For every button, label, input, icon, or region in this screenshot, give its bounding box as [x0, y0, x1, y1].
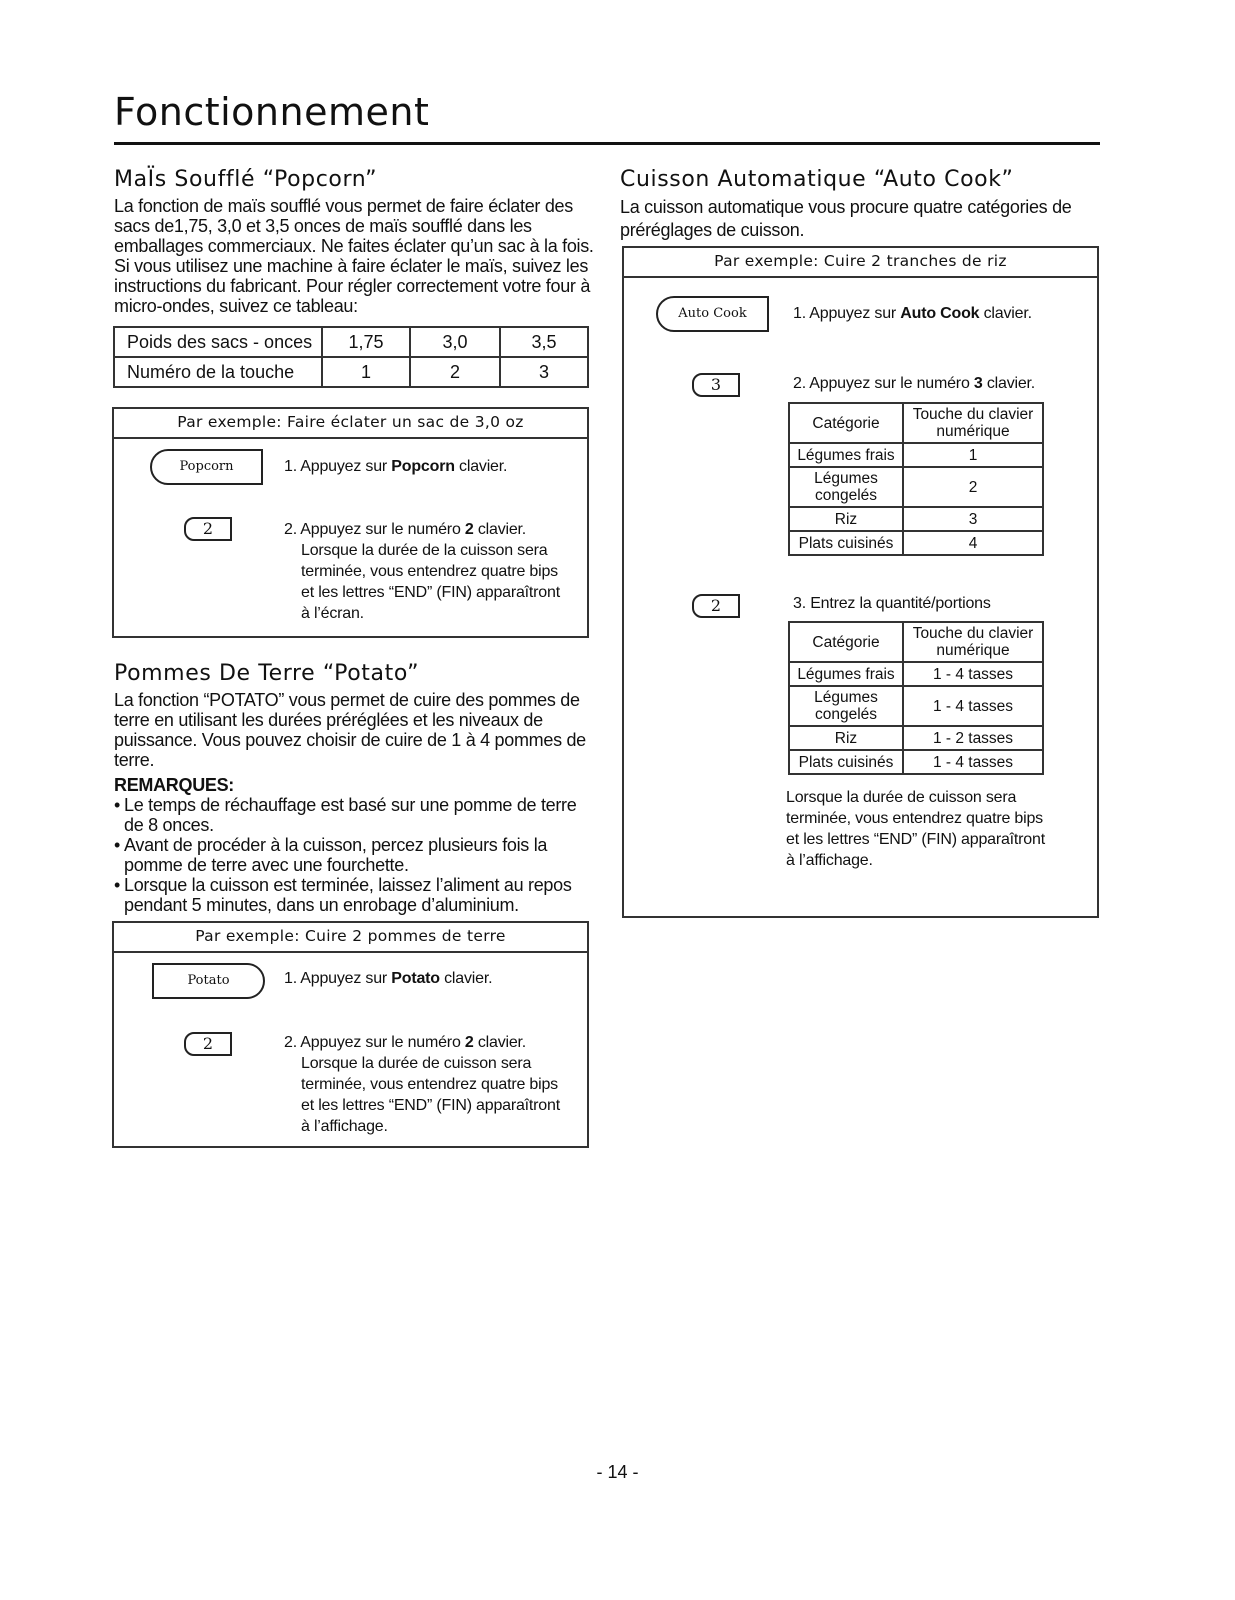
table-row — [789, 443, 1043, 467]
title-divider — [114, 142, 1100, 145]
table-cell: Plats cuisinés — [789, 750, 903, 774]
table-header: Touche du clavier numérique — [903, 622, 1043, 662]
table-cell: 1 — [903, 443, 1043, 467]
table-cell: Légumes frais — [789, 662, 903, 686]
popcorn-step-1: 1. Appuyez sur Popcorn clavier. — [284, 458, 508, 475]
page-title: Fonctionnement — [114, 90, 430, 134]
popcorn-example-title: Par exemple: Faire éclater un sac de 3,0 oz — [114, 409, 587, 439]
autocook-step-2: 2. Appuyez sur le numéro 3 clavier. — [793, 375, 1036, 392]
potato-heading: Pommes De Terre “Potato” — [114, 661, 420, 686]
page-number: - 14 - — [596, 1462, 639, 1482]
autocook-example-title: Par exemple: Cuire 2 tranches de riz — [624, 248, 1097, 278]
number-2-key[interactable]: 2 — [184, 517, 232, 541]
autocook-heading: Cuisson Automatique “Auto Cook” — [620, 167, 1014, 192]
table-cell: 1 - 4 tasses — [903, 662, 1043, 686]
potato-step-1: 1. Appuyez sur Potato clavier. — [284, 970, 493, 987]
autocook-key[interactable]: Auto Cook — [656, 296, 769, 332]
autocook-intro: La cuisson automatique vous procure quatre catégories de préréglages de cuisson. — [620, 197, 1072, 240]
autocook-final-note: Lorsque la durée de cuisson sera terminée, vous entendrez quatre bips et les lettres “END” (FIN) apparaîtront à l’affichage. — [786, 789, 1045, 869]
table-row — [789, 507, 1043, 531]
list-item: • Avant de procéder à la cuisson, percez plusieurs fois la pomme de terre avec une fourchette. — [114, 835, 596, 875]
potato-intro: La fonction “POTATO” vous permet de cuire des pommes de terre en utilisant les durées préréglées et les niveaux de puissance. Vous pouvez choisir de cuire de 1 à 4 pommes de terre. — [114, 690, 586, 770]
potato-remarks-list — [114, 795, 596, 915]
table-cell: Poids des sacs - onces — [114, 327, 322, 357]
table-cell: 1,75 — [322, 327, 410, 357]
table-cell: 4 — [903, 531, 1043, 555]
table-header: Catégorie — [789, 622, 903, 662]
potato-example-box — [112, 921, 589, 1148]
list-item: • Le temps de réchauffage est basé sur une pomme de terre de 8 onces. — [114, 795, 596, 835]
potato-example-title: Par exemple: Cuire 2 pommes de terre — [114, 923, 587, 953]
potato-remarks-title: REMARQUES: — [114, 775, 235, 795]
table-cell: Riz — [789, 507, 903, 531]
table-row — [789, 662, 1043, 686]
table-row — [114, 327, 588, 357]
autocook-quantity-table — [788, 621, 1044, 775]
table-row — [789, 403, 1043, 443]
table-cell: 3,0 — [410, 327, 500, 357]
table-row — [789, 467, 1043, 507]
number-2-key[interactable]: 2 — [184, 1032, 232, 1056]
potato-key[interactable]: Potato — [152, 963, 265, 999]
table-cell: Numéro de la touche — [114, 357, 322, 387]
table-cell: Légumes frais — [789, 443, 903, 467]
autocook-category-table — [788, 402, 1044, 556]
table-cell: 1 - 4 tasses — [903, 750, 1043, 774]
table-cell: 1 — [322, 357, 410, 387]
number-3-key[interactable]: 3 — [692, 373, 740, 397]
table-cell: Légumes congelés — [789, 686, 903, 726]
list-item: • Lorsque la cuisson est terminée, laissez l’aliment au repos pendant 5 minutes, dans un enrobage d’aluminium. — [114, 875, 596, 915]
potato-step-2: 2. Appuyez sur le numéro 2 clavier. Lorsque la durée de cuisson sera terminée, vous entendrez quatre bips et les lettres “END” (FIN) apparaîtront à l’affichage. — [284, 1034, 560, 1135]
popcorn-heading: MaÏs Soufflé “Popcorn” — [114, 167, 378, 192]
table-cell: Riz — [789, 726, 903, 750]
popcorn-example-box — [112, 407, 589, 638]
table-header: Catégorie — [789, 403, 903, 443]
popcorn-key[interactable]: Popcorn — [150, 449, 263, 485]
autocook-example-box — [622, 246, 1099, 918]
table-cell: 2 — [903, 467, 1043, 507]
table-cell: 1 - 4 tasses — [903, 686, 1043, 726]
table-row — [789, 726, 1043, 750]
table-header: Touche du clavier numérique — [903, 403, 1043, 443]
table-cell: 2 — [410, 357, 500, 387]
table-row — [789, 686, 1043, 726]
table-cell: Légumes congelés — [789, 467, 903, 507]
table-cell: 1 - 2 tasses — [903, 726, 1043, 750]
autocook-step-1: 1. Appuyez sur Auto Cook clavier. — [793, 305, 1032, 322]
popcorn-weight-table — [113, 326, 589, 388]
table-row — [789, 622, 1043, 662]
popcorn-intro: La fonction de maïs soufflé vous permet de faire éclater des sacs de1,75, 3,0 et 3,5 onces de maïs soufflé dans les emballages commerciaux. Ne faites éclater qu’un sac à la fois. Si vous utilisez une machine à faire éclater le maïs, suivez les instructions du fabricant. Pour régler correctement votre four à micro-ondes, suivez ce tableau: — [114, 196, 594, 316]
table-cell: 3,5 — [500, 327, 588, 357]
autocook-step-3: 3. Entrez la quantité/portions — [793, 595, 991, 612]
table-cell: 3 — [903, 507, 1043, 531]
number-2-key[interactable]: 2 — [692, 594, 740, 618]
table-row — [789, 531, 1043, 555]
popcorn-step-2: 2. Appuyez sur le numéro 2 clavier. Lorsque la durée de la cuisson sera terminée, vous entendrez quatre bips et les lettres “END” (FIN) apparaîtront à l’écran. — [284, 521, 560, 622]
table-row — [114, 357, 588, 387]
table-row — [789, 750, 1043, 774]
table-cell: Plats cuisinés — [789, 531, 903, 555]
table-cell: 3 — [500, 357, 588, 387]
